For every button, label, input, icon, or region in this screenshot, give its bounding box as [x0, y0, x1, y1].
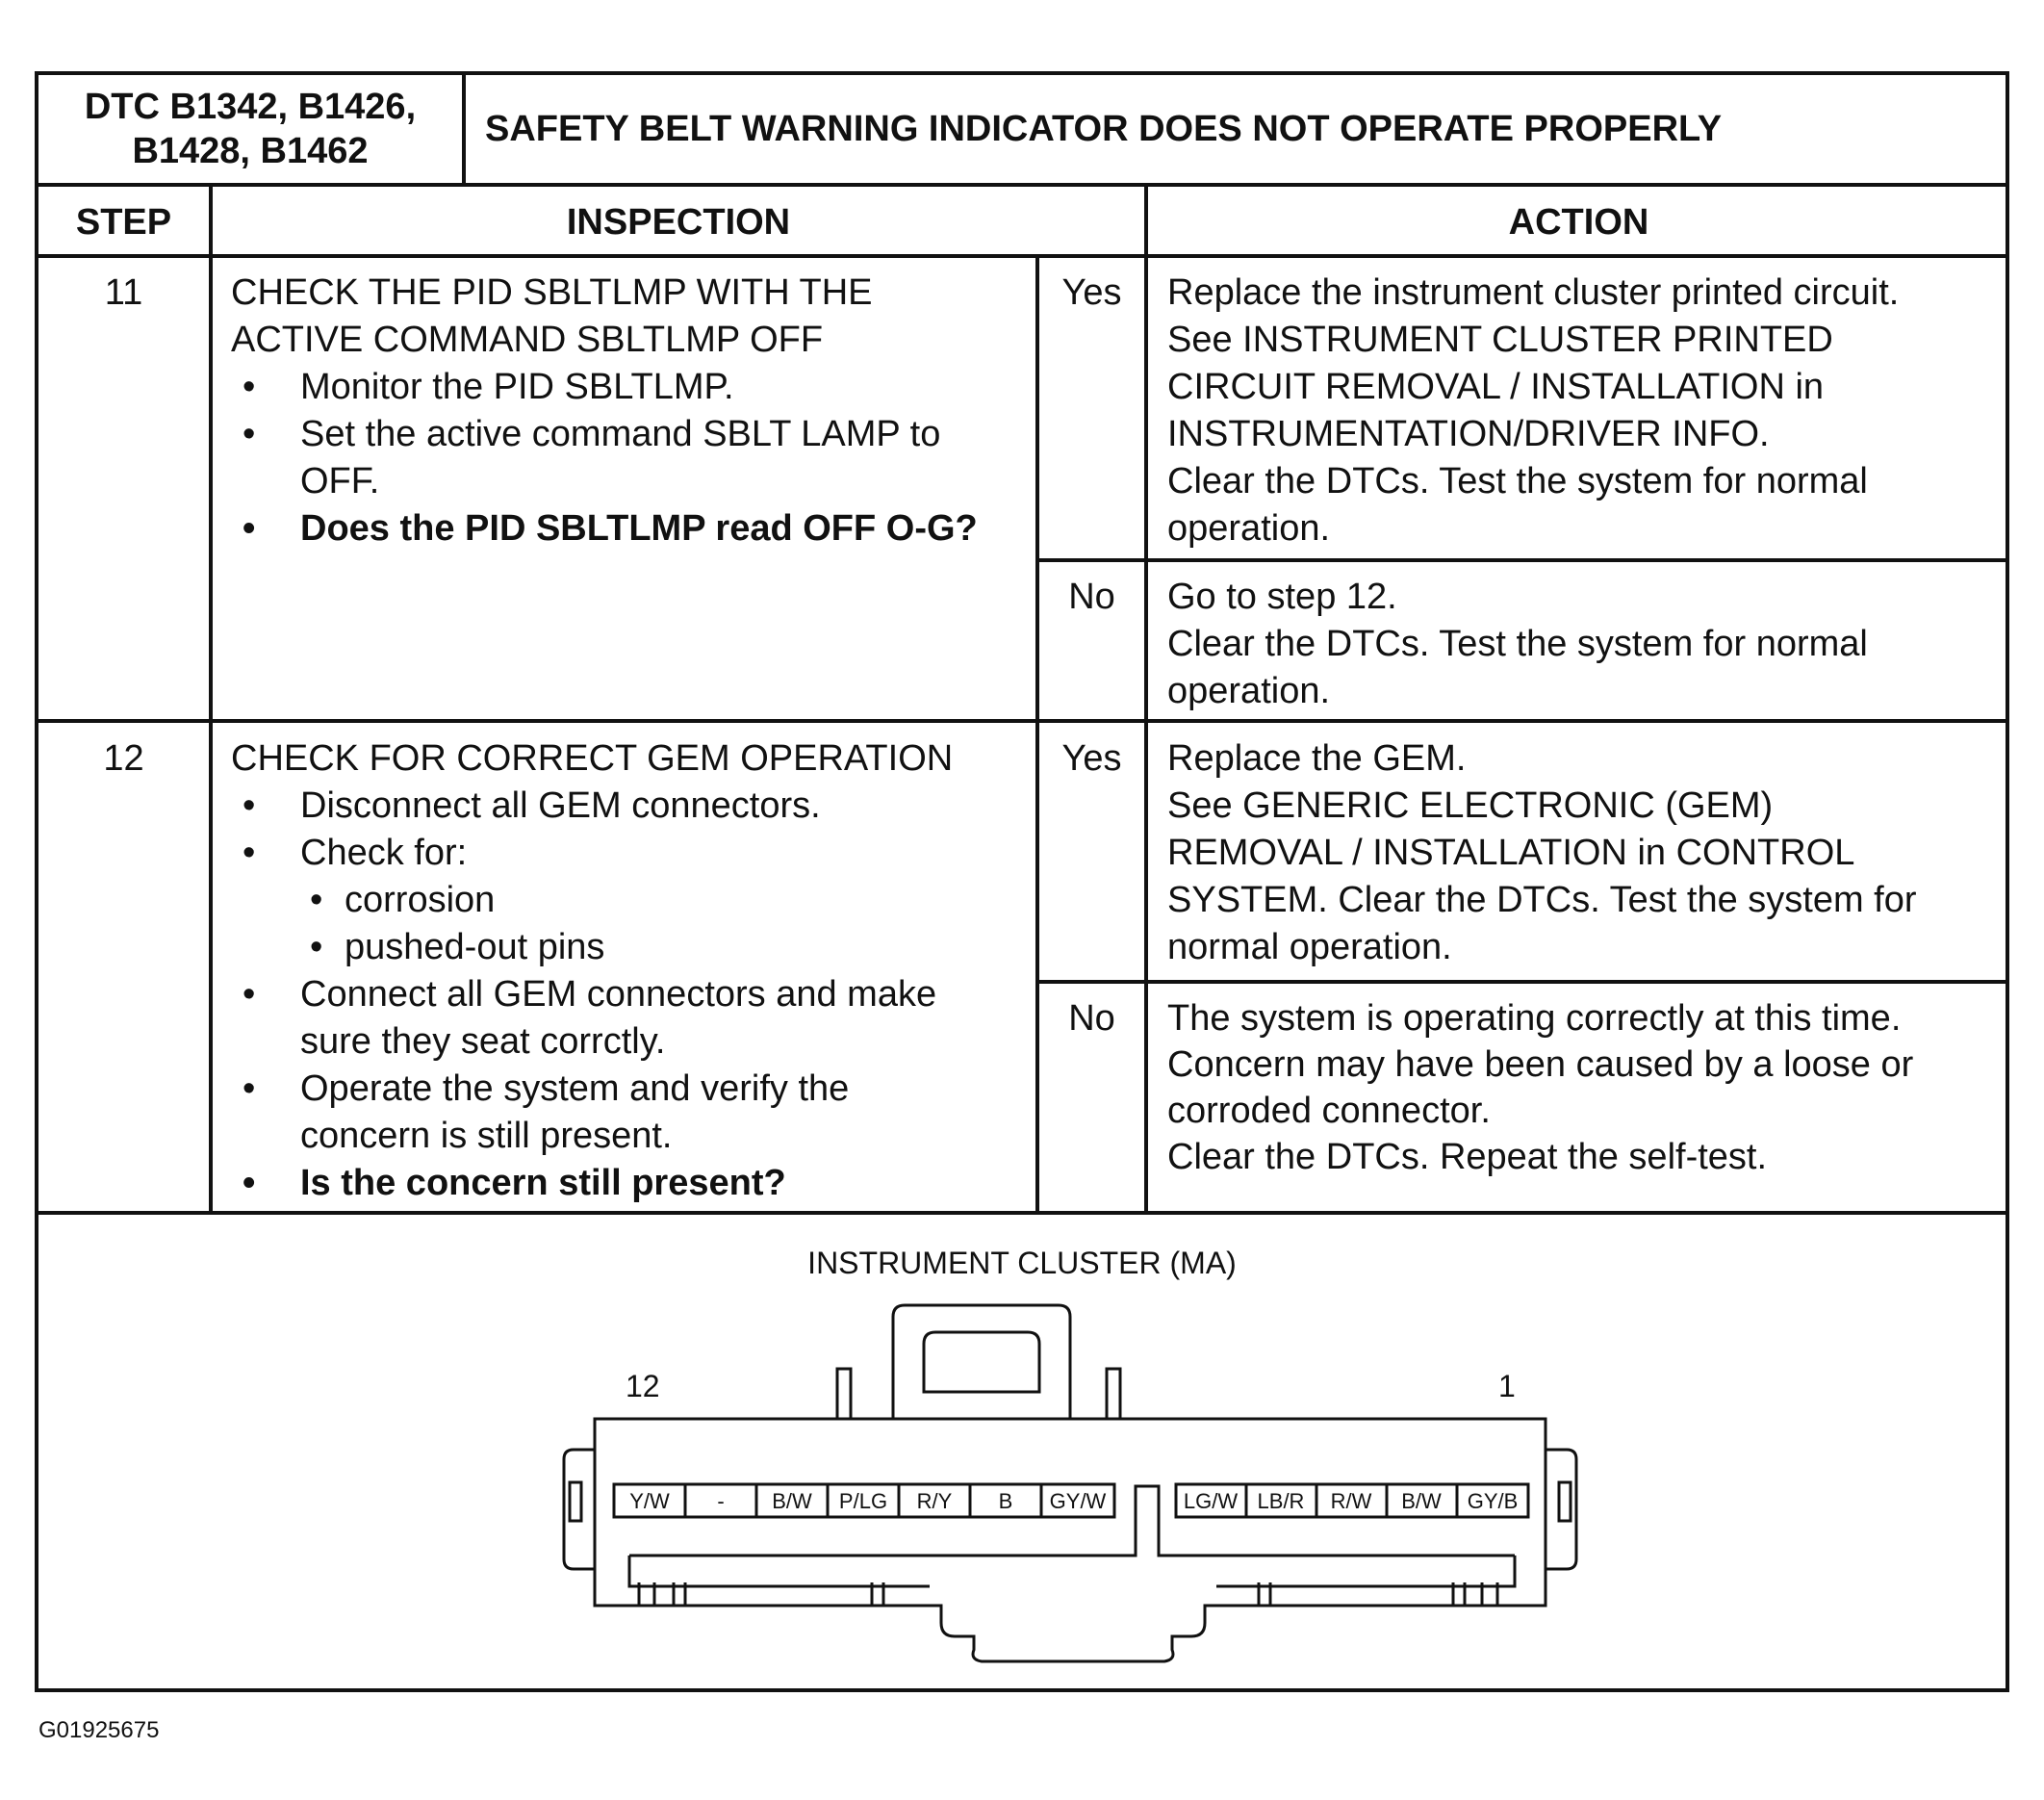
step-11-no-action: Go to step 12. Clear the DTCs. Test the system for normal operation. — [1167, 577, 1868, 711]
pin-label: R/Y — [916, 1489, 953, 1513]
list-item: • Operate the system and verify the concern is still present. — [231, 1066, 1030, 1160]
pin-label: B/W — [772, 1489, 812, 1513]
pin-number-left: 12 — [626, 1369, 660, 1403]
list-item: • Connect all GEM connectors and make sure they seat corrctly. — [231, 971, 1030, 1066]
pin-label: GY/W — [1049, 1489, 1107, 1513]
pin-number-right: 1 — [1498, 1369, 1516, 1403]
pin-label: - — [717, 1489, 725, 1513]
list-item: • Monitor the PID SBLTLMP. — [231, 364, 1030, 411]
list-item: • Check for: • corrosion • pushed-out pins — [231, 830, 1030, 971]
pin-label: B/W — [1401, 1489, 1442, 1513]
list-item: • corrosion — [300, 877, 1030, 924]
page-title: SAFETY BELT WARNING INDICATOR DOES NOT OPERATE PROPERLY — [485, 108, 1723, 149]
step-11-title-line-2: ACTIVE COMMAND SBLTLMP OFF — [231, 320, 824, 360]
step-11-yes-action: Replace the instrument cluster printed circuit. See INSTRUMENT CLUSTER PRINTED CIRCUIT REMOVAL / INSTALLATION in INSTRUMENTATION/DRIVER INFO. Clear the DTCs. Test the system for normal operation. — [1167, 272, 1900, 549]
dtc-line-2: B1428, B1462 — [132, 131, 369, 171]
list-item: • Does the PID SBLTLMP read OFF O-G? — [231, 505, 1030, 553]
step-number-11: 11 — [104, 272, 143, 313]
pin-label: LG/W — [1183, 1489, 1239, 1513]
dtc-line-1: DTC B1342, B1426, — [84, 87, 417, 127]
pin-label: LB/R — [1257, 1489, 1305, 1513]
step-number-12: 12 — [103, 738, 144, 779]
list-item: • pushed-out pins — [300, 924, 1030, 971]
step-12-yes-action: Replace the GEM. See GENERIC ELECTRONIC (GEM) REMOVAL / INSTALLATION in CONTROL SYSTEM. Clear the DTCs. Test the system for normal operation. — [1167, 738, 1917, 967]
step-11-no-label: No — [1068, 577, 1115, 617]
step-12-no-label: No — [1068, 998, 1115, 1039]
step-11-yes-label: Yes — [1061, 272, 1122, 313]
column-header-action: ACTION — [1508, 201, 1649, 243]
list-item: • Disconnect all GEM connectors. — [231, 783, 1030, 830]
pin-label: Y/W — [629, 1489, 670, 1513]
reference-code: G01925675 — [38, 1717, 160, 1743]
pin-label: B — [998, 1489, 1013, 1513]
pin-label: P/LG — [838, 1489, 888, 1513]
list-item: • Set the active command SBLT LAMP to OFF. — [231, 411, 1030, 505]
step-12-title: CHECK FOR CORRECT GEM OPERATION — [231, 738, 954, 779]
pin-label: GY/B — [1467, 1489, 1519, 1513]
list-item: • Is the concern still present? — [231, 1160, 1030, 1207]
column-header-inspection: INSPECTION — [566, 201, 791, 243]
step-12-no-action: The system is operating correctly at this time. Concern may have been caused by a loose or corroded connector. Clear the DTCs. Repeat the self-test. — [1167, 998, 1914, 1177]
step-12-yes-label: Yes — [1061, 738, 1122, 779]
column-header-step: STEP — [75, 201, 172, 243]
step-11-title-line-1: CHECK THE PID SBLTLMP WITH THE — [231, 272, 873, 313]
diagram-title: INSTRUMENT CLUSTER (MA) — [807, 1246, 1237, 1280]
pin-label: R/W — [1330, 1489, 1372, 1513]
